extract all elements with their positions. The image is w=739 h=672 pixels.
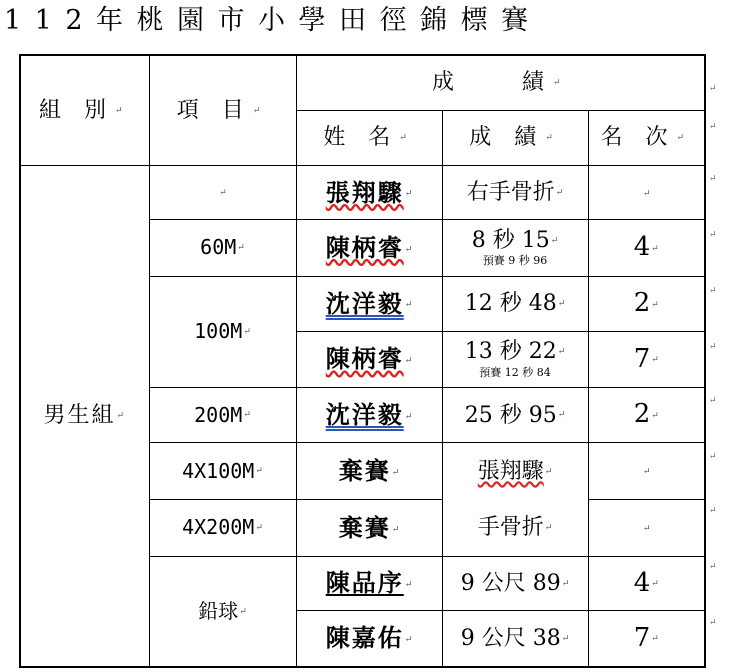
prelim-note: 預賽 9 秒 96 bbox=[482, 254, 548, 268]
event-cell: 60M↵ bbox=[149, 220, 296, 276]
score-cell: 9 公尺 38↵ bbox=[442, 611, 588, 667]
event-cell: 4X100M↵ bbox=[149, 443, 296, 500]
header-score: 成 績↵ bbox=[442, 110, 588, 165]
group-cell: 男生組↵ bbox=[20, 166, 149, 667]
name-cell: 陳品序↵ bbox=[296, 556, 442, 610]
event-cell: 100M↵ bbox=[149, 276, 296, 388]
header-name: 姓 名↵ bbox=[296, 110, 442, 165]
header-rank: 名 次↵ bbox=[588, 110, 705, 165]
prelim-note: 預賽 12 秒 84 bbox=[479, 365, 551, 379]
row-end-mark: ↵ bbox=[709, 230, 717, 240]
name-cell: 沈洋毅↵ bbox=[296, 388, 442, 443]
row-end-mark: ↵ bbox=[709, 122, 717, 132]
rank-cell: ↵ bbox=[588, 500, 705, 557]
row-end-mark: ↵ bbox=[709, 84, 717, 94]
score-cell: 右手骨折↵ bbox=[442, 166, 588, 220]
name-cell: 棄賽↵ bbox=[296, 443, 442, 500]
rank-cell: 2↵ bbox=[588, 276, 705, 331]
header-event: 項 目↵ bbox=[149, 55, 296, 166]
name-cell: 陳柄睿↵ bbox=[296, 220, 442, 276]
header-group: 組 別↵ bbox=[20, 55, 149, 166]
event-cell: 4X200M↵ bbox=[149, 500, 296, 557]
score-cell: 9 公尺 89↵ bbox=[442, 556, 588, 610]
row-end-mark: ↵ bbox=[709, 452, 717, 462]
score-cell: 8 秒 15↵ 預賽 9 秒 96 bbox=[442, 220, 588, 276]
row-end-mark: ↵ bbox=[709, 618, 717, 628]
name-cell: 陳嘉佑↵ bbox=[296, 611, 442, 667]
row-end-mark: ↵ bbox=[709, 342, 717, 352]
row-end-mark: ↵ bbox=[709, 562, 717, 572]
rank-cell: 7↵ bbox=[588, 331, 705, 387]
header-results: 成 績↵ bbox=[296, 55, 705, 110]
event-cell: 200M↵ bbox=[149, 388, 296, 443]
row-end-mark: ↵ bbox=[709, 396, 717, 406]
score-cell: 張翔驟↵ 手骨折↵ bbox=[442, 443, 588, 557]
rank-cell: 7↵ bbox=[588, 611, 705, 667]
score-cell: 13 秒 22↵ 預賽 12 秒 84 bbox=[442, 331, 588, 387]
table-row bbox=[20, 166, 705, 220]
results-table bbox=[19, 54, 706, 668]
rank-cell: 4↵ bbox=[588, 556, 705, 610]
row-end-mark: ↵ bbox=[709, 286, 717, 296]
rank-cell: 2↵ bbox=[588, 388, 705, 443]
event-cell: ↵ bbox=[149, 166, 296, 220]
rank-cell: ↵ bbox=[588, 166, 705, 220]
rank-cell: 4↵ bbox=[588, 220, 705, 276]
name-cell: 陳柄睿↵ bbox=[296, 331, 442, 387]
row-end-marks bbox=[709, 54, 729, 668]
name-cell: 張翔驟↵ bbox=[296, 166, 442, 220]
row-end-mark: ↵ bbox=[709, 174, 717, 184]
score-cell: 12 秒 48↵ bbox=[442, 276, 588, 331]
row-end-mark: ↵ bbox=[709, 506, 717, 516]
score-cell: 25 秒 95↵ bbox=[442, 388, 588, 443]
event-cell: 鉛球↵ bbox=[149, 556, 296, 667]
page-title: 112年桃園市小學田徑錦標賽 bbox=[4, 5, 542, 36]
rank-cell: ↵ bbox=[588, 443, 705, 500]
name-cell: 棄賽↵ bbox=[296, 500, 442, 557]
name-cell: 沈洋毅↵ bbox=[296, 276, 442, 331]
